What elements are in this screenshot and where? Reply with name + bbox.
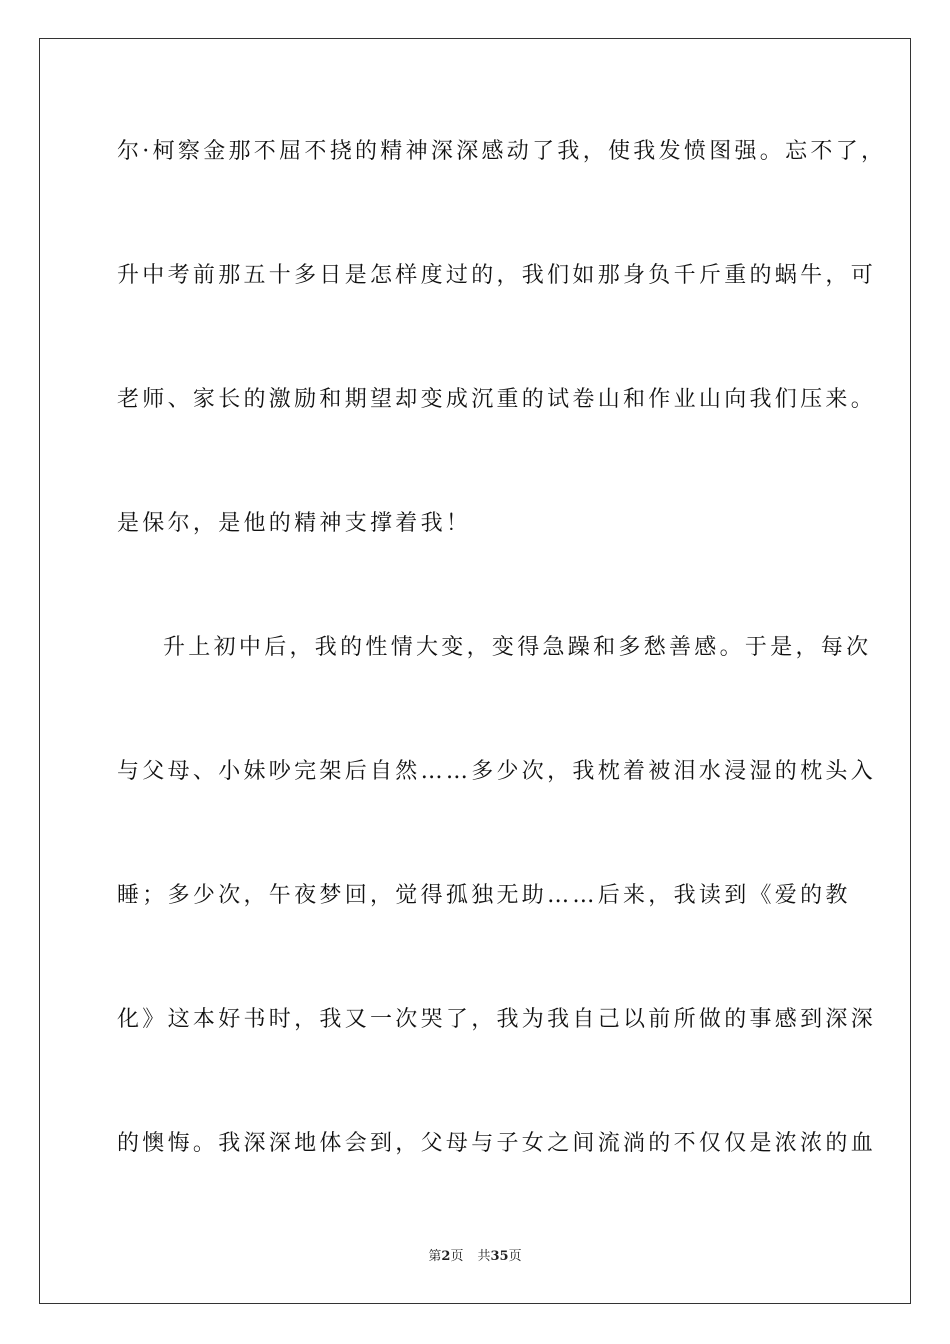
body-text-line-8: 化》这本好书时，我又一次哭了，我为我自己以前所做的事感到深深: [117, 1007, 877, 1032]
body-text-line-3: 老师、家长的激励和期望却变成沉重的试卷山和作业山向我们压来。: [117, 387, 877, 412]
body-text-line-1: 尔·柯察金那不屈不挠的精神深深感动了我，使我发愤图强。忘不了，: [117, 139, 887, 164]
footer-page-prefix: 第: [428, 1249, 442, 1264]
footer-page-total: 35: [490, 1249, 509, 1264]
footer-page-suffix: 页: [450, 1249, 464, 1264]
footer-page-current: 2: [441, 1249, 451, 1264]
footer-total-suffix: 页: [508, 1249, 522, 1264]
footer-total-prefix: 共: [477, 1249, 491, 1264]
page-footer: [0, 1248, 950, 1266]
body-text-line-9: 的懊悔。我深深地体会到，父母与子女之间流淌的不仅仅是浓浓的血: [117, 1131, 877, 1156]
body-text-line-2: 升中考前那五十多日是怎样度过的，我们如那身负千斤重的蜗牛，可: [117, 263, 877, 288]
body-text-line-6: 与父母、小妹吵完架后自然……多少次，我枕着被泪水浸湿的枕头入: [117, 759, 877, 784]
body-text-line-4: 是保尔，是他的精神支撑着我！: [117, 511, 472, 536]
body-text-line-7: 睡；多少次，午夜梦回，觉得孤独无助……后来，我读到《爱的教: [117, 883, 851, 908]
body-text-line-5: 升上初中后，我的性情大变，变得急躁和多愁善感。于是，每次: [163, 635, 872, 660]
page-border: [39, 38, 911, 1304]
